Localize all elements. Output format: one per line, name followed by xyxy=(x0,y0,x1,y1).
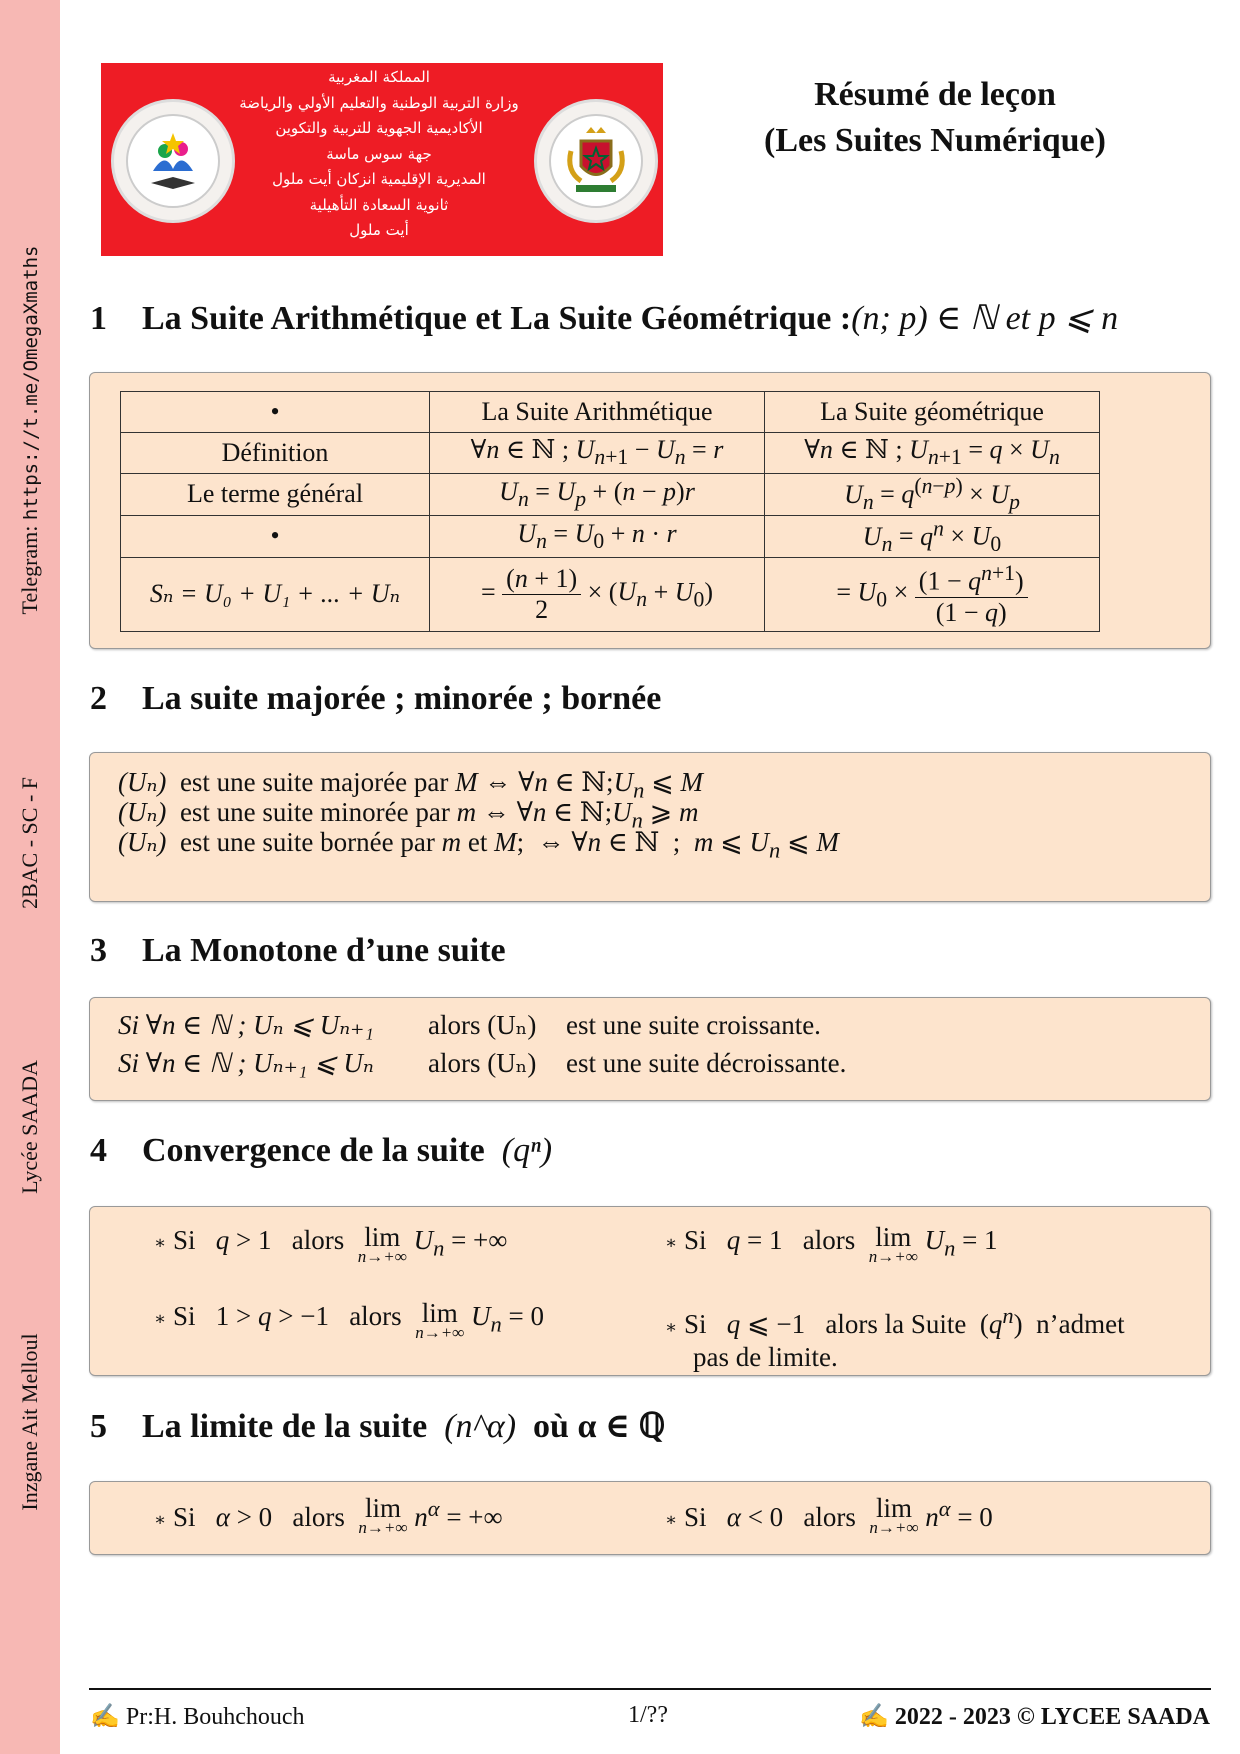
table-cell: La Suite géométrique xyxy=(765,392,1100,433)
author-name: Pr:H. Bouhchouch xyxy=(125,1704,305,1730)
table-row xyxy=(121,392,1100,433)
telegram-url[interactable]: https://t.me/OmegaXmaths xyxy=(20,245,42,521)
section-title: La suite majorée ; minorée ; bornée xyxy=(142,680,662,717)
writing-hand-icon: ✍ xyxy=(859,1704,889,1730)
sidebar-city: Inzgane Ait Melloul xyxy=(17,1333,42,1511)
banner-line: جهة سوس ماسة xyxy=(326,144,432,163)
minoree-line: (Uₙ) est une suite minorée par m ⇔ ∀n ∈ $ℕ;U_n$ ⩾ m xyxy=(118,797,699,833)
convergence-text: n’admet xyxy=(1036,1309,1125,1339)
monotone-then: alors (Uₙ) xyxy=(428,1048,537,1078)
section-math: (n^α) xyxy=(444,1408,517,1445)
banner-text xyxy=(229,65,529,244)
convergence-item: ∗ Si q ⩽ −1 alors la Suite $(q^n)$ n’admet pas de limite. xyxy=(665,1303,1125,1372)
table-cell: ∀n ∈ ℕ ; $U_{n+1} - U_n = r$ xyxy=(430,433,765,474)
decroissante-line xyxy=(118,1048,846,1079)
convergence-item: ∗ Si 1 > q > −1 alors lim n→+∞ $U_n = 0$ xyxy=(154,1298,545,1342)
page-number: 1/?? xyxy=(628,1702,668,1728)
section-title: La Monotone d’une suite xyxy=(142,932,506,969)
sidebar-level: 2BAC - SC - F xyxy=(17,776,42,910)
section-number: 1 xyxy=(90,300,107,337)
monotone-result: est une suite croissante. xyxy=(566,1010,821,1040)
section-title: Convergence de la suite xyxy=(142,1132,485,1169)
telegram-label: Telegram: xyxy=(17,525,42,615)
section-heading-3 xyxy=(90,932,506,970)
sequence-symbol: (Uₙ) xyxy=(118,797,167,827)
section-heading-2 xyxy=(90,680,661,718)
table-cell: = $U_0$ × $\frac{(1 - q^{n+1})}{(1 - q)}$ xyxy=(765,557,1100,631)
section-heading-1 xyxy=(90,298,1118,338)
table-cell: La Suite Arithmétique xyxy=(430,392,765,433)
table-cell: Sₙ = U₀ + U₁ + ... + Uₙ xyxy=(121,557,430,631)
title-line-1: Résumé de leçon xyxy=(814,76,1056,113)
bounded-box xyxy=(89,752,1211,902)
sidebar-school: Lycée SAADA xyxy=(17,1060,42,1194)
table-cell: Le terme général xyxy=(121,474,430,516)
monotone-condition: Si ∀n ∈ ℕ ; Uₙ₊₁ ⩽ Uₙ xyxy=(118,1048,374,1078)
footer-author xyxy=(90,1702,305,1731)
banner-line: المديرية الإقليمية انزكان أيت ملول xyxy=(272,170,486,188)
convergence-item: ∗ Si q > 1 alors lim n→+∞ $U_n$ = +∞ xyxy=(154,1222,508,1266)
convergence-box xyxy=(89,1206,1211,1376)
title-line-2: (Les Suites Numérique) xyxy=(764,122,1106,159)
section-number: 4 xyxy=(90,1132,107,1169)
banner-line: وزارة التربية الوطنية والتعليم الأولي والرياضة xyxy=(239,93,519,112)
section-math: (qⁿ) xyxy=(501,1132,553,1169)
section-heading-5 xyxy=(90,1406,665,1446)
sidebar xyxy=(0,0,60,1754)
table-cell: $U_n = q^n \times U_0$ xyxy=(765,515,1100,557)
table-cell: $U_n = U_0 + n \cdot r$ xyxy=(430,515,765,557)
monotone-condition: Si ∀n ∈ ℕ ; Uₙ ⩽ Uₙ₊₁ xyxy=(118,1010,374,1040)
header-banner xyxy=(101,63,663,256)
convergence-item: ∗ Si q = 1 alors lim n→+∞ $U_n = 1$ xyxy=(665,1222,998,1266)
school-logo-icon xyxy=(123,111,223,211)
table-cell: • xyxy=(121,392,430,433)
section-heading-4 xyxy=(90,1132,552,1170)
bornee-line: (Uₙ) est une suite bornée par m et M; ⇔ ∀n ∈ ℕ ; m ⩽ $U_n$ ⩽ M xyxy=(118,827,839,863)
table-cell: • xyxy=(121,515,430,557)
table-cell: Définition xyxy=(121,433,430,474)
section-number: 3 xyxy=(90,932,107,969)
section-title: La limite de la suite xyxy=(142,1408,428,1445)
sidebar-telegram[interactable] xyxy=(17,246,43,615)
limit-item: ∗ Si α > 0 alors lim n→+∞ $n^\alpha$ = +∞ xyxy=(154,1493,503,1537)
banner-line: الأكاديمية الجهوية للتربية والتكوين xyxy=(275,119,483,137)
suites-table-box xyxy=(89,372,1211,649)
table-cell: ∀n ∈ ℕ ; $U_{n+1} = q \times U_n$ xyxy=(765,433,1100,474)
table-row xyxy=(121,515,1100,557)
croissante-line xyxy=(118,1010,821,1041)
footer-right xyxy=(859,1702,1210,1731)
table-cell: $U_n = q^{(n-p)} \times U_p$ xyxy=(765,474,1100,516)
bounded-text: est une suite bornée par xyxy=(179,827,435,857)
section-number: 2 xyxy=(90,680,107,717)
banner-line: أيت ملول xyxy=(349,221,409,239)
school-logo xyxy=(111,99,235,223)
banner-line: المملكة المغربية xyxy=(328,68,430,86)
table-row xyxy=(121,433,1100,474)
section-math: (n; p) ∈ ℕ et p ⩽ n xyxy=(851,300,1119,337)
majoree-line: (Uₙ) est une suite majorée par M ⇔ ∀n ∈ $ℕ;U_n$ ⩽ M xyxy=(118,767,703,803)
limit-box xyxy=(89,1481,1211,1555)
table-row xyxy=(121,474,1100,516)
coat-of-arms-icon xyxy=(546,111,646,211)
monotone-result: est une suite décroissante. xyxy=(566,1048,847,1078)
convergence-text: alors la Suite xyxy=(825,1309,967,1339)
sequence-symbol: (Uₙ) xyxy=(118,827,167,857)
sequence-symbol: (Uₙ) xyxy=(118,767,167,797)
document-title xyxy=(700,72,1170,164)
monotone-box xyxy=(89,997,1211,1101)
monotone-then: alors (Uₙ) xyxy=(428,1010,537,1040)
table-cell: = $\frac{(n + 1)}{2}$ × $(U_n + U_0)$ xyxy=(430,557,765,631)
banner-line: ثانوية السعادة التأهيلية xyxy=(309,195,449,214)
section-number: 5 xyxy=(90,1408,107,1445)
table-cell: $U_n = U_p + (n - p)r$ xyxy=(430,474,765,516)
bounded-text: est une suite minorée par xyxy=(179,797,450,827)
footer-rule xyxy=(89,1688,1211,1690)
convergence-text: pas de limite. xyxy=(693,1341,838,1372)
section-title: La Suite Arithmétique et La Suite Géométrique : xyxy=(142,300,852,337)
moroccan-coat-of-arms xyxy=(534,99,658,223)
writing-hand-icon: ✍ xyxy=(90,1704,120,1730)
bounded-text: est une suite majorée par xyxy=(179,767,449,797)
table-row xyxy=(121,557,1100,631)
footer-school-year: 2022 - 2023 © LYCEE SAADA xyxy=(894,1704,1210,1730)
limit-item: ∗ Si α < 0 alors lim n→+∞ $n^\alpha = 0$ xyxy=(665,1493,993,1537)
suites-table xyxy=(120,391,1100,632)
section-suffix: où α ∈ ℚ xyxy=(533,1408,666,1445)
